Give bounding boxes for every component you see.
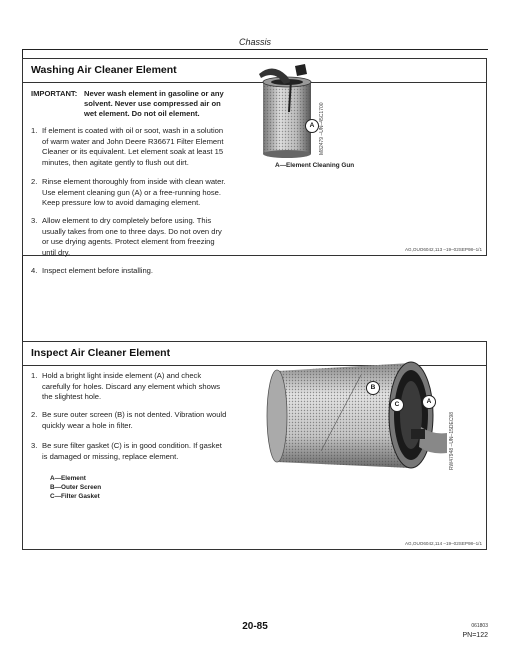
section-washing <box>22 58 487 275</box>
step-number: 1. <box>31 371 38 380</box>
section-inspect <box>22 341 487 550</box>
figure-caption: A—Element Cleaning Gun <box>275 162 355 169</box>
step-line: If element is coated with oil or soot, wash in a solution <box>42 126 224 135</box>
callout-c: C <box>390 398 404 412</box>
step-line: Use element cleaning gun (A) or a free-running hose. <box>42 187 221 197</box>
step-number: 3. <box>31 216 38 225</box>
footer-code: 061803 <box>471 623 488 629</box>
step-number: 2. <box>31 177 38 186</box>
step-line: of warm water and John Deere R36671 Filter Element <box>42 136 224 146</box>
cleaning-gun-image <box>251 64 323 159</box>
header-title: Chassis <box>238 37 271 47</box>
step-line: Rinse element thoroughly from inside with clean water. <box>42 177 226 186</box>
step-number: 1. <box>31 126 38 135</box>
step-line: Allow element to dry completely before using. This <box>42 216 212 225</box>
step-line: is damaged or missing, replace element. <box>42 451 179 461</box>
legend-item: B—Outer Screen <box>50 484 102 491</box>
step-number: 3. <box>31 441 38 450</box>
air-cleaner-element-image <box>261 355 447 476</box>
important-line: wet element. Do not oil element. <box>84 109 200 118</box>
section-title: Inspect Air Cleaner Element <box>31 347 171 359</box>
callout-b: B <box>366 381 380 395</box>
step-line: Cleaner or its equivalent. Let element soak at least 15 <box>42 147 224 157</box>
step-item <box>31 266 271 278</box>
step-number: 2. <box>31 410 38 419</box>
step-item <box>31 410 271 432</box>
step-line: Hold a bright light inside element (A) and check <box>42 371 202 380</box>
step-line: or use drying agents. Protect element from freezing <box>42 237 215 247</box>
callout-a: A <box>305 119 319 133</box>
step-item <box>31 216 271 260</box>
section-title: Washing Air Cleaner Element <box>31 64 177 76</box>
step-item <box>31 371 271 404</box>
step-line: carefully for holes. Discard any element which shows <box>42 381 221 391</box>
step-line: until dry. <box>42 247 71 257</box>
page-number: 20-85 <box>242 621 268 632</box>
step-line: minutes, then agitate gently to flush out dirt. <box>42 157 189 167</box>
step-line: the slightest hole. <box>42 392 102 402</box>
reference-code: AG,OUO6042,113 –19–02SEP98–1/1 <box>404 247 482 252</box>
step-item <box>31 441 271 463</box>
step-line: Keep pressure low to avoid damaging element. <box>42 198 201 208</box>
step-line: usually takes from one to three days. Do not oven dry <box>42 226 222 236</box>
legend-item: C—Filter Gasket <box>50 493 100 500</box>
important-label: IMPORTANT: <box>31 89 78 98</box>
step-line: Be sure outer screen (B) is not dented. Vibration would <box>42 410 227 419</box>
footer-pn: PN=122 <box>462 632 488 639</box>
step-line: Be sure filter gasket (C) is in good condition. If gasket <box>42 441 222 450</box>
important-line: Never wash element in gasoline or any <box>84 89 224 98</box>
step-item <box>31 177 271 210</box>
step-line: Inspect element before installing. <box>42 266 154 275</box>
figure-code: M82479 –UN–45C1700 <box>319 102 325 155</box>
callout-a: A <box>422 395 436 409</box>
important-line: solvent. Never use compressed air on <box>84 99 221 108</box>
step-line: quickly wear a hole in filter. <box>42 420 133 430</box>
figure-code: RW47948 –UN–15DEC98 <box>449 412 455 470</box>
reference-code: AG,OUO6042,114 –19–02SEP98–1/1 <box>404 541 482 546</box>
step-item <box>31 126 271 170</box>
legend-item: A—Element <box>50 475 86 482</box>
step-number: 4. <box>31 266 38 275</box>
header-rule <box>22 49 488 50</box>
